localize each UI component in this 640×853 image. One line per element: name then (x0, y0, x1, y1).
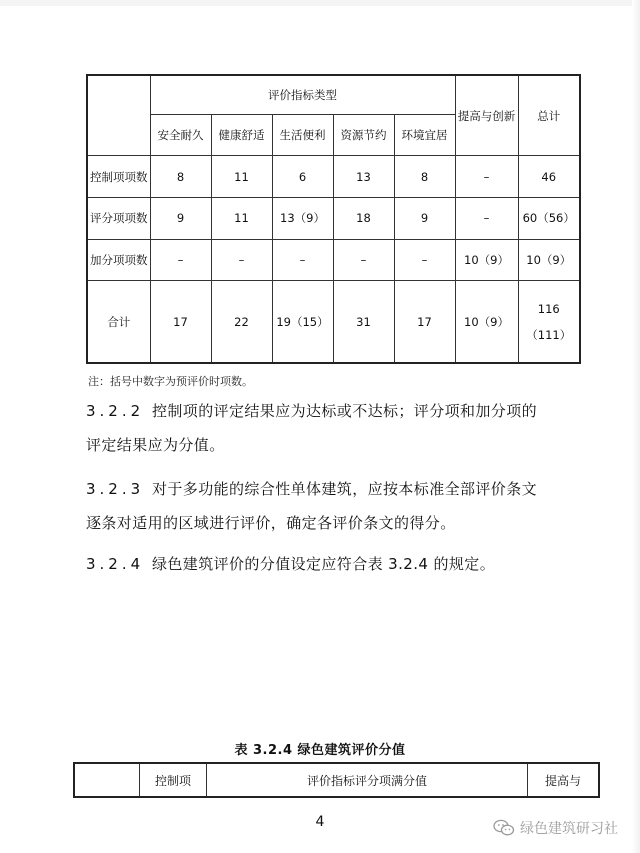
table-caption: 表 3.2.4 绿色建筑评价分值 (234, 743, 406, 758)
table-cell: 60（56） (518, 197, 580, 239)
item-count-table (86, 74, 581, 364)
table-note: 注：括号中数字为预评价时项数。 (88, 375, 253, 388)
table-cell: – (333, 239, 394, 281)
header-sub: 资源节约 (333, 114, 394, 156)
table-cell: 17 (150, 281, 211, 363)
row-label: 加分项项数 (87, 239, 150, 281)
table-cell: 13（9） (272, 197, 333, 239)
row-label: 评分项项数 (87, 197, 150, 239)
table-cell: 116（111） (518, 281, 580, 363)
clause-3-2-3-cont: 逐条对适用的区域进行评价，确定各评价条文的得分。 (86, 514, 456, 532)
row-label: 控制项项数 (87, 156, 150, 198)
table-cell: 9 (394, 197, 455, 239)
table-cell: – (150, 239, 211, 281)
table-cell: 6 (272, 156, 333, 198)
table-cell: – (394, 239, 455, 281)
table-row (87, 156, 580, 198)
table-cell: 10（9） (455, 281, 518, 363)
table-row (87, 197, 580, 239)
header-sub: 健康舒适 (211, 114, 272, 156)
table-cell: 17 (394, 281, 455, 363)
header-sub: 安全耐久 (150, 114, 211, 156)
header-indicator-type: 评价指标类型 (150, 75, 455, 114)
page-top-edge (0, 0, 640, 6)
header-total: 总计 (518, 75, 580, 156)
clause-3-2-2 (86, 400, 537, 421)
clause-number: 3.2.4 (86, 555, 145, 573)
clause-text: 控制项的评定结果应为达标或不达标；评分项和加分项的 (152, 402, 538, 420)
clause-number: 3.2.3 (86, 480, 145, 498)
wechat-icon (493, 819, 515, 837)
table-cell: 9 (150, 197, 211, 239)
table-cell: – (272, 239, 333, 281)
clause-3-2-2-cont: 评定结果应为分值。 (86, 436, 225, 454)
clause-3-2-3 (86, 478, 537, 499)
row-label: 合计 (87, 281, 150, 363)
table-cell: 10（9） (518, 239, 580, 281)
header-corner-cell (87, 75, 150, 156)
table-cell: 8 (150, 156, 211, 198)
table-cell: 19（15） (272, 281, 333, 363)
table-cell: 18 (333, 197, 394, 239)
clause-text: 绿色建筑评价的分值设定应符合表 3.2.4 的规定。 (152, 555, 496, 573)
header-sub: 生活便利 (272, 114, 333, 156)
table-cell: 10（9） (455, 239, 518, 281)
table-cell: 22 (211, 281, 272, 363)
table-row (87, 281, 580, 363)
clause-number: 3.2.2 (86, 402, 145, 420)
clause-3-2-4 (86, 553, 495, 574)
header-control: 控制项 (140, 764, 207, 796)
page-right-edge (632, 0, 640, 853)
table-cell: – (211, 239, 272, 281)
table-cell: – (455, 197, 518, 239)
table-cell: 13 (333, 156, 394, 198)
clause-text: 对于多功能的综合性单体建筑，应按本标准全部评价条文 (152, 480, 538, 498)
header-scoring: 评价指标评分项满分值 (207, 764, 528, 796)
header-sub: 环境宜居 (394, 114, 455, 156)
table-cell: 31 (333, 281, 394, 363)
watermark-text: 绿色建筑研习社 (520, 821, 618, 837)
table-cell: 11 (211, 156, 272, 198)
watermark (493, 818, 618, 838)
table-row (87, 239, 580, 281)
page-number: 4 (315, 814, 325, 830)
table-cell: 46 (518, 156, 580, 198)
table-cell: 11 (211, 197, 272, 239)
header-innovation: 提高与 (544, 773, 581, 788)
score-table-header (73, 762, 600, 798)
header-innovation: 提高与创新 (455, 75, 518, 156)
table-cell: 8 (394, 156, 455, 198)
header-corner-cell (75, 764, 140, 796)
table-cell: – (455, 156, 518, 198)
